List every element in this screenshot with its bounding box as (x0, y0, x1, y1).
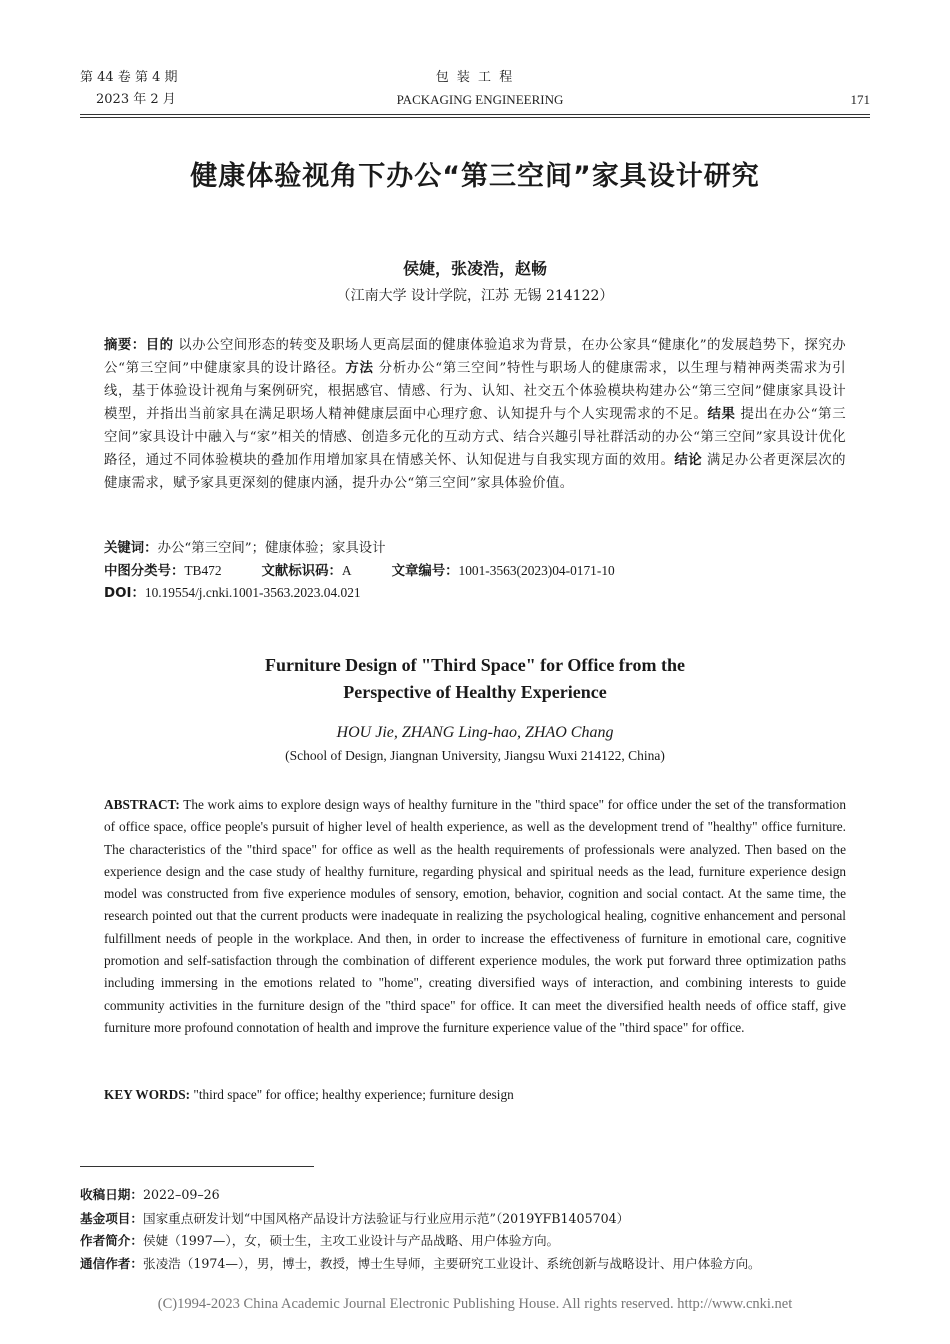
purpose-label: 目的 (145, 338, 174, 353)
authors-en: HOU Jie, ZHANG Ling-hao, ZHAO Chang (336, 724, 614, 741)
received-date (80, 1186, 900, 1204)
affiliation-cn: （江南大学 设计学院，江苏 无锡 214122） (336, 288, 614, 304)
issue-date: 2023 年 2 月 (96, 92, 176, 107)
conclusion-label: 结论 (674, 453, 703, 468)
classification-line (104, 560, 864, 583)
clc-value: TB472 (184, 563, 222, 578)
doi-label: DOI： (104, 586, 145, 601)
author-bio-label: 作者简介： (80, 1233, 143, 1248)
header-rule (80, 114, 870, 115)
result-text: 提出在办公“第三空间”家具设计中融入与“家”相关的情感、创造多元化的互动方式、结合兴趣引导社群活动的办公“第三空间”家具设计优化路径，通过不同体验模块的叠加作用增加家具在情感关怀、认知促进与自我实现方面的效用。 (104, 407, 846, 468)
fund-info (80, 1210, 900, 1228)
result-label: 结果 (707, 407, 736, 422)
corresponding-author (80, 1255, 900, 1273)
keywords-en (104, 1084, 846, 1106)
english-title-line2: Perspective of Healthy Experience (343, 682, 607, 702)
author-bio (80, 1232, 900, 1250)
article-number-value: 1001-3563(2023)04-0171-10 (458, 563, 615, 578)
doi-line (104, 582, 864, 605)
affiliation-en: (School of Design, Jiangnan University, Jiangsu Wuxi 214122, China) (285, 748, 665, 763)
authors-cn: 侯婕，张凌浩，赵畅 (402, 259, 547, 278)
fund-label: 基金项目： (80, 1211, 143, 1226)
conclusion-text: 满足办公者更深层次的健康需求，赋予家具更深刻的健康内涵，提升办公“第三空间”家具体验价值。 (104, 453, 846, 491)
abstract-en-label: ABSTRACT: (104, 797, 180, 812)
abstract-en-text: The work aims to explore design ways of healthy furniture in the "third space" for office under the set of the transformation of office space, office people's pursuit of higher level of health experience, as well as the development trend of "healthy" office furniture. The characteristics of the "third space" for office as well as the health requirements of professionals were analyzed. Then based on the experience design and the case study of healthy furniture, regarding physical and spiritual needs as the lead, furniture experience design model was constructed from five experience modules of sensory, emotion, behavior, cognition and social contact. At the same time, the research pointed out that the current products were inadequate in realizing the psychological healing, cognitive enhancement and personal fulfillment needs of people in the workplace. And then, in order to increase the effectiveness of furniture in emotional care, cognitive promotion and self-satisfaction through the combination of different experience modules, the work put forward three optimization paths including immersing in the emotions related to "home", creating diversified ways of interaction, and combining interests to guide community activities in the furniture design of the "third space" for office. It can meet the diversified health needs of office staff, give furniture more profound connotation of health and improve the furniture experience value of the "third space" for office. (104, 797, 846, 1035)
method-label: 方法 (345, 361, 374, 376)
method-text: 分析办公“第三空间”特性与职场人的健康需求，以生理与精神两类需求为引线，基于体验设计视角与案例研究，根据感官、情感、行为、认知、社交五个体验模块构建办公“第三空间”健康家具设计模型，并指出当前家具在满足职场人精神健康层面中心理疗愈、认知提升与个人实现需求的不足。 (104, 361, 846, 422)
received-label: 收稿日期： (80, 1187, 143, 1202)
header-rule-double (80, 117, 870, 118)
footnote-rule (80, 1166, 314, 1167)
corresponding-label: 通信作者： (80, 1256, 143, 1271)
journal-title-en: PACKAGING ENGINEERING (396, 92, 564, 107)
keywords-cn (104, 538, 864, 560)
keywords-label: 关键词： (104, 541, 158, 556)
copyright-footer: (C)1994-2023 China Academic Journal Electronic Publishing House. All rights reserved. http://www.cnki.net (157, 1296, 793, 1312)
doc-code-label: 文献标识码： (261, 564, 342, 579)
page-title: 健康体验视角下办公“第三空间”家具设计研究 (190, 161, 760, 192)
author-bio-value: 侯婕（1997—），女，硕士生，主攻工业设计与产品战略、用户体验方向。 (142, 1233, 560, 1248)
fund-value: 国家重点研发计划“中国风格产品设计方法验证与行业应用示范”（2019YFB1405704） (142, 1211, 630, 1226)
volume-issue: 第 44 卷 第 4 期 (80, 70, 178, 85)
abstract-label: 摘要： (104, 338, 146, 353)
english-title (0, 652, 950, 706)
abstract-cn (104, 334, 846, 495)
keywords-en-label: KEY WORDS: (104, 1087, 191, 1102)
received-value: 2022–09–26 (142, 1187, 220, 1202)
article-number-label: 文章编号： (391, 564, 459, 579)
keywords-value: 办公“第三空间”；健康体验；家具设计 (157, 541, 386, 556)
keywords-en-value: "third space" for office; healthy experience; furniture design (193, 1087, 514, 1102)
page-number: 171 (850, 92, 870, 107)
clc-label: 中图分类号： (104, 564, 185, 579)
purpose-text: 以办公空间形态的转变及职场人更高层面的健康体验追求为背景，在办公家具“健康化”的发展趋势下，探究办公“第三空间”中健康家具的设计路径。 (104, 338, 846, 376)
doc-code-value: A (341, 563, 352, 578)
corresponding-value: 张凌浩（1974—），男，博士，教授，博士生导师，主要研究工业设计、系统创新与战略设计、用户体验方向。 (142, 1256, 761, 1271)
abstract-en (104, 794, 846, 1039)
english-title-line1: Furniture Design of "Third Space" for Office from the (265, 655, 685, 675)
journal-title-cn: 包 装 工 程 (435, 70, 515, 85)
doi-value: 10.19554/j.cnki.1001-3563.2023.04.021 (144, 585, 361, 600)
